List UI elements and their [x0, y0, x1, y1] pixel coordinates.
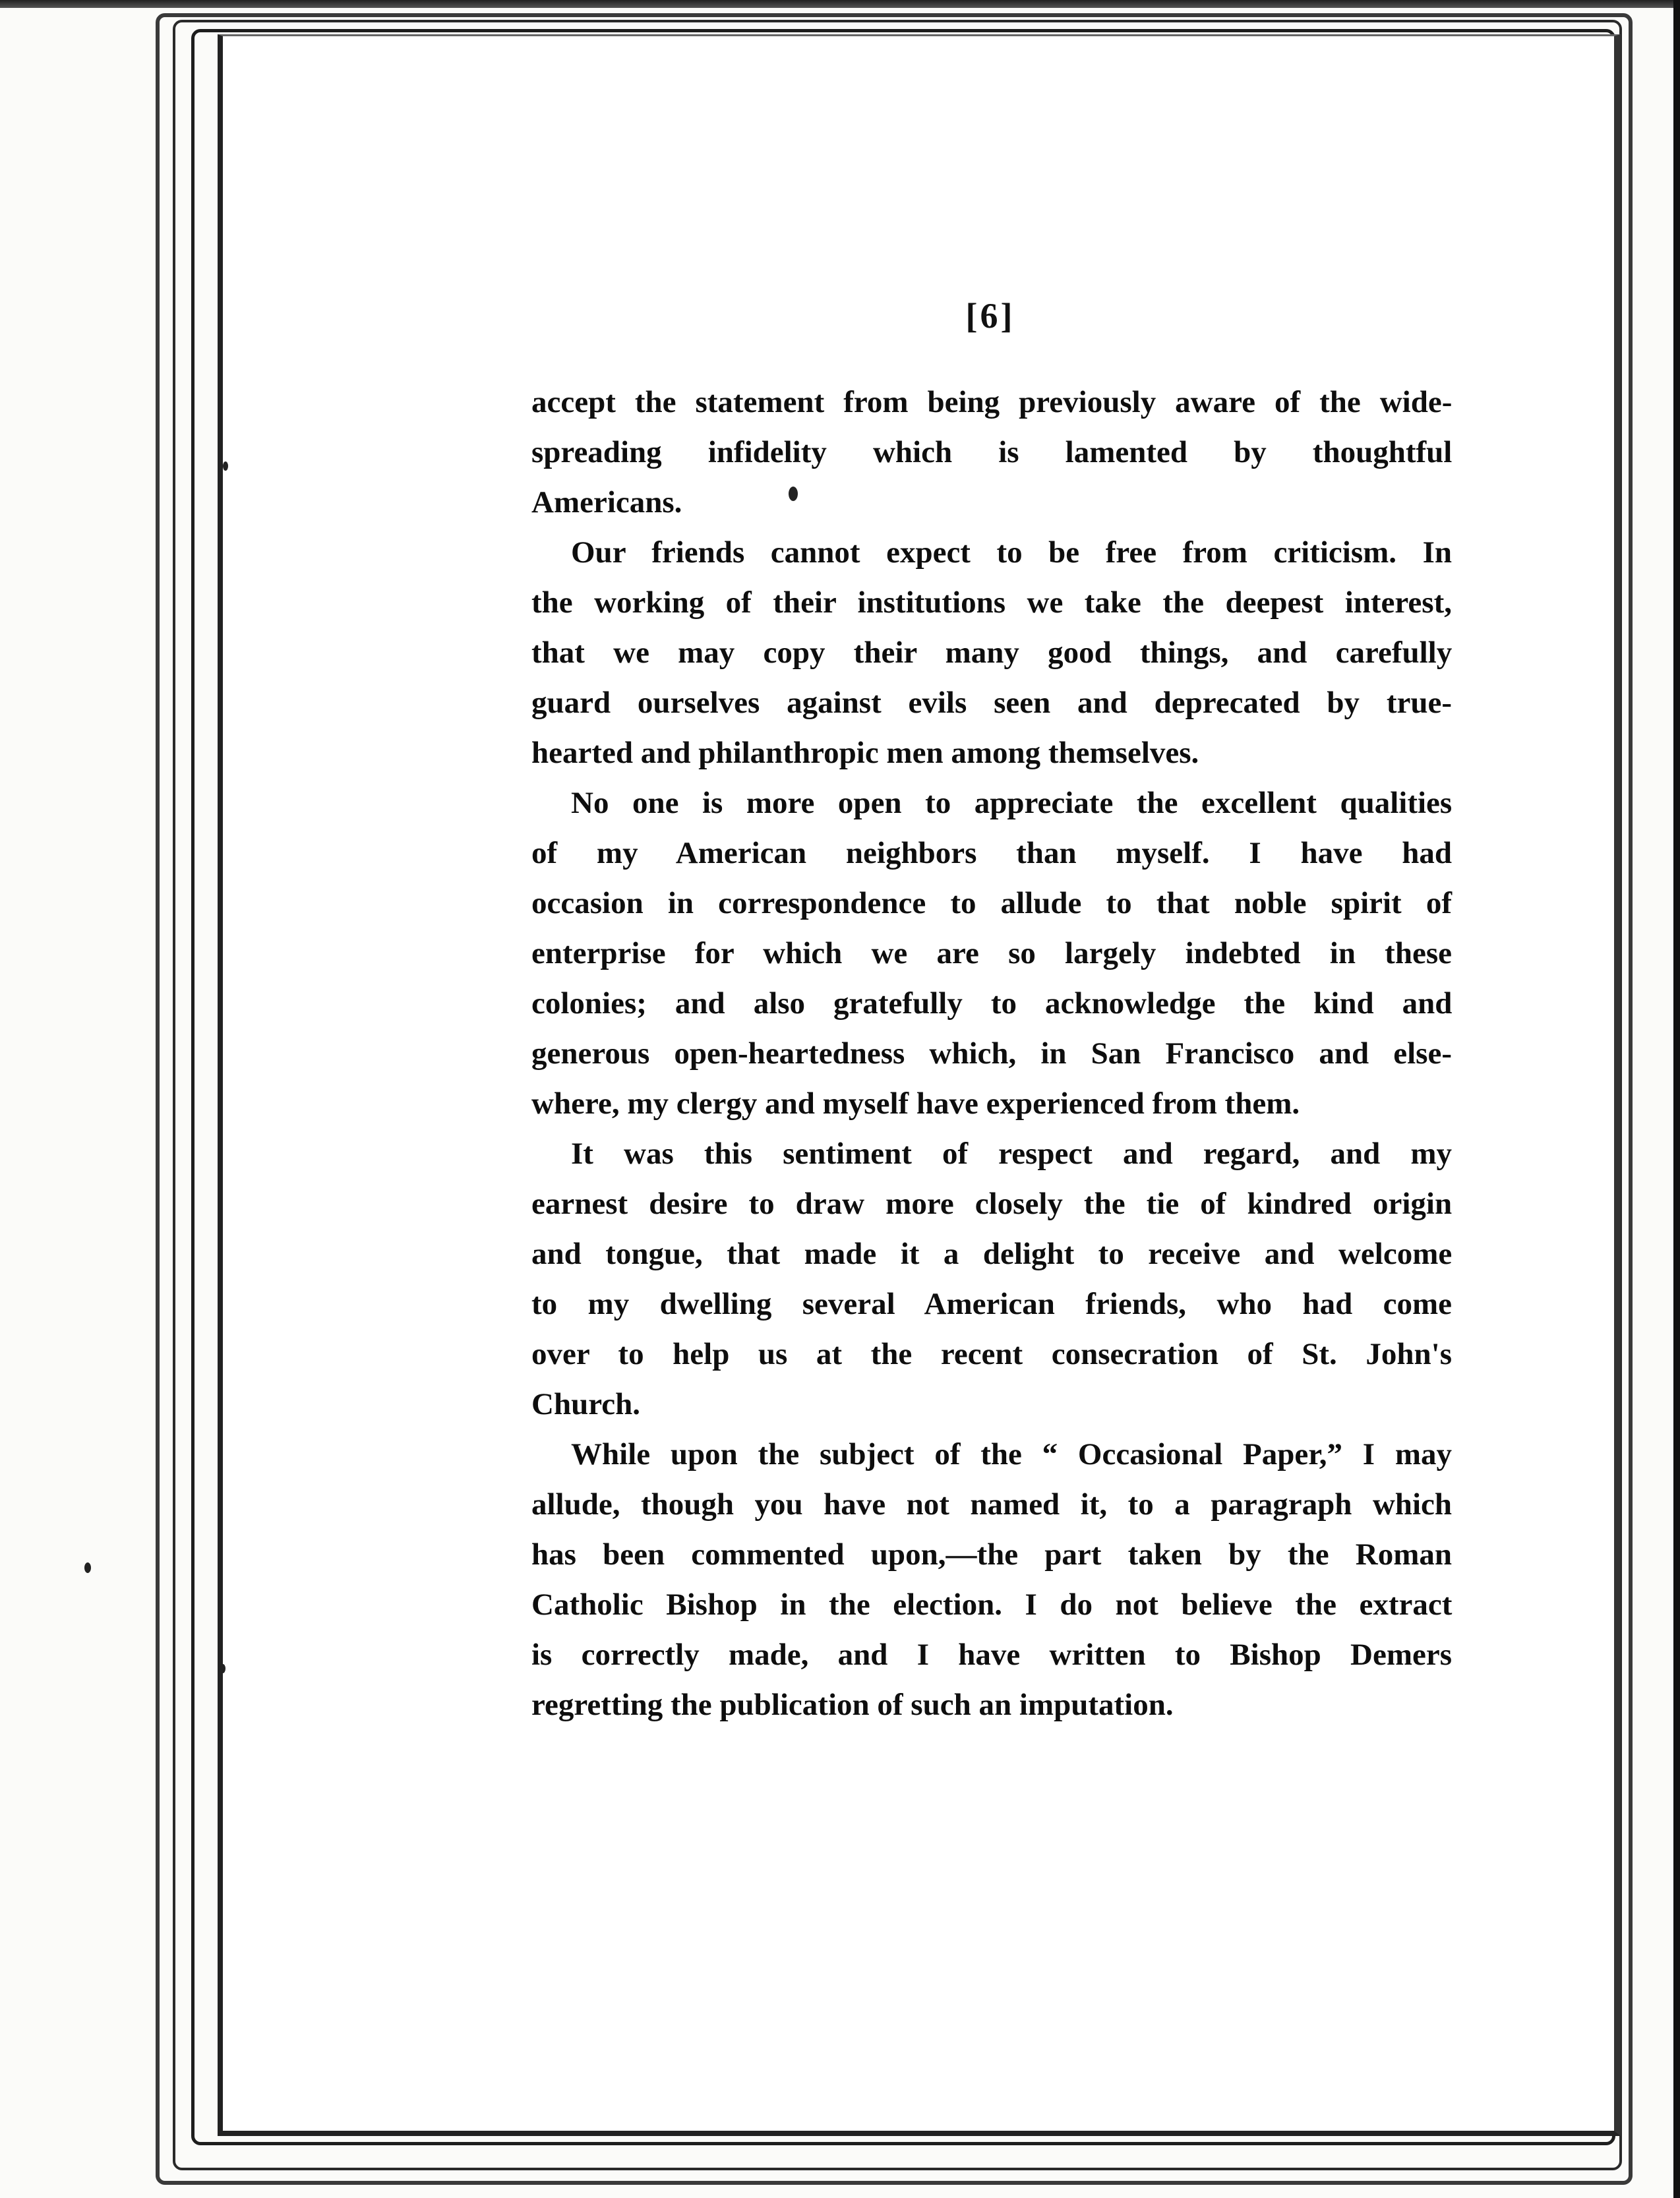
text-line: accept the statement from being previously aware of the wide- [531, 385, 1453, 419]
text-line: where, my clergy and myself have experienced from them. [531, 1086, 1300, 1121]
paragraph [531, 527, 1452, 778]
text-line: earnest desire to draw more closely the tie of kindred origin [531, 1187, 1453, 1221]
text-line: Catholic Bishop in the election. I do not believe the extract [531, 1588, 1453, 1622]
paragraph [531, 778, 1452, 1129]
text-line: is correctly made, and I have written to Bishop Demers [531, 1638, 1452, 1672]
text-line: the working of their institutions we take the deepest interest, [531, 585, 1452, 620]
text-line: It was this sentiment of respect and regard, and my [571, 1137, 1453, 1171]
ink-speck [220, 1664, 225, 1673]
text-line: to my dwelling several American friends, who had come [531, 1287, 1452, 1321]
paragraph [531, 377, 1452, 527]
text-line: has been commented upon,—the part taken by the Roman [531, 1537, 1452, 1572]
text-line: hearted and philanthropic men among themselves. [531, 736, 1199, 770]
text-line: allude, though you have not named it, to a paragraph which [531, 1487, 1452, 1522]
scan-right-edge [1673, 0, 1680, 2198]
text-line: generous open-heartedness which, in San Francisco and else- [531, 1036, 1452, 1071]
ink-speck [84, 1562, 91, 1573]
body-text [531, 377, 1452, 1730]
text-line: While upon the subject of the “ Occasional Paper,” I may [571, 1437, 1452, 1471]
text-line: occasion in correspondence to allude to that noble spirit of [531, 886, 1452, 920]
text-line: colonies; and also gratefully to acknowledge the kind and [531, 986, 1453, 1021]
text-line: and tongue, that made it a delight to receive and welcome [531, 1237, 1453, 1271]
page-number: [6] [965, 296, 1015, 336]
text-line: over to help us at the recent consecration of St. John's [531, 1337, 1452, 1371]
text-line: enterprise for which we are so largely indebted in these [531, 936, 1452, 970]
text-line: Our friends cannot expect to be free from criticism. In [571, 535, 1453, 570]
ink-speck [223, 461, 228, 471]
text-line: Americans. [531, 485, 682, 520]
text-line: that we may copy their many good things, and carefully [531, 636, 1453, 670]
scan-top-edge [0, 0, 1680, 8]
text-line: regretting the publication of such an imputation. [531, 1688, 1174, 1722]
ink-speck [789, 487, 798, 501]
text-line: No one is more open to appreciate the excellent qualities [571, 786, 1453, 820]
paragraph [531, 1129, 1452, 1429]
paragraph [531, 1429, 1452, 1730]
text-line: spreading infidelity which is lamented by thoughtful [531, 435, 1453, 469]
text-line: of my American neighbors than myself. I have had [531, 836, 1452, 870]
text-line: guard ourselves against evils seen and deprecated by true- [531, 686, 1452, 720]
text-line: Church. [531, 1387, 640, 1421]
